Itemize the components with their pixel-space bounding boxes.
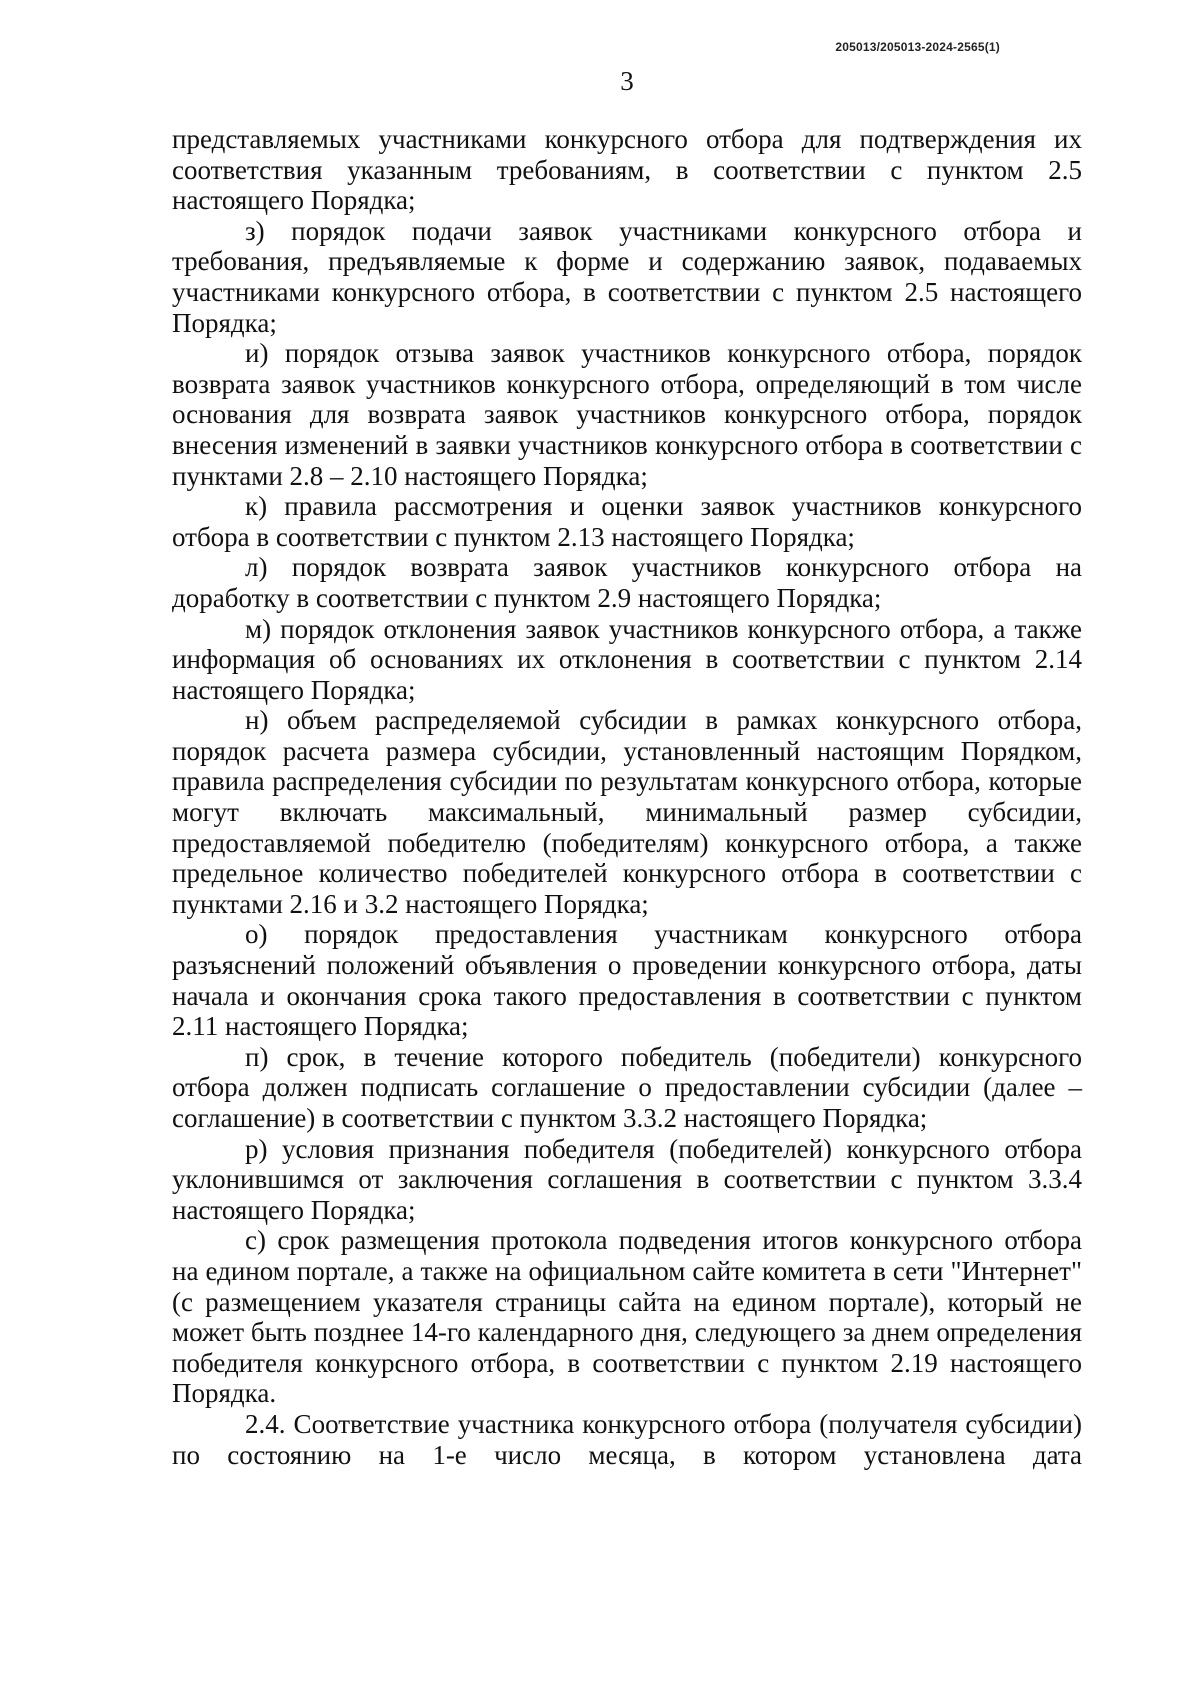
paragraph-item-r: р) условия признания победителя (победителей) конкурсного отбора уклонившимся от заключения соглашения в соответствии с пунктом 3.3.4 настоящего Порядка;	[172, 1133, 1082, 1225]
paragraph-item-l: л) порядок возврата заявок участников конкурсного отбора на доработку в соответствии с пунктом 2.9 настоящего Порядка;	[172, 552, 1082, 613]
paragraph-item-o: о) порядок предоставления участникам конкурсного отбора разъяснений положений объявления о проведении конкурсного отбора, даты начала и окончания срока такого предоставления в соответствии с пунктом 2.11 настоящего Порядка;	[172, 919, 1082, 1042]
paragraph-item-p: п) срок, в течение которого победитель (победители) конкурсного отбора должен подписать соглашение о предоставлении субсидии (далее – соглашение) в соответствии с пунктом 3.3.2 настоящего Порядка;	[172, 1041, 1082, 1133]
paragraph-item-z: з) порядок подачи заявок участниками конкурсного отбора и требования, предъявляемые к форме и содержанию заявок, подаваемых участниками конкурсного отбора, в соответствии с пунктом 2.5 настоящего Порядка;	[172, 215, 1082, 338]
document-body	[172, 124, 1082, 1470]
paragraph-section-2-4: 2.4. Соответствие участника конкурсного отбора (получателя субсидии) по состоянию на 1-е число месяца, в котором установлена дата	[172, 1408, 1082, 1470]
paragraph-item-n: н) объем распределяемой субсидии в рамках конкурсного отбора, порядок расчета размера субсидии, установленный настоящим Порядком, правила распределения субсидии по результатам конкурсного отбора, которые могут включать максимальный, минимальный размер субсидии, предоставляемой победителю (победителям) конкурсного отбора, а также предельное количество победителей конкурсного отбора в соответствии с пунктами 2.16 и 3.2 настоящего Порядка;	[172, 705, 1082, 919]
paragraph-item-s: с) срок размещения протокола подведения итогов конкурсного отбора на едином портале, а также на официальном сайте комитета в сети "Интернет" (с размещением указателя страницы сайта на едином портале), который не может быть позднее 14-го календарного дня, следующего за днем определения победителя конкурсного отбора, в соответствии с пунктом 2.19 настоящего Порядка.	[172, 1225, 1082, 1409]
page-number: 3	[620, 66, 634, 96]
paragraph-item-m: м) порядок отклонения заявок участников конкурсного отбора, а также информация об основаниях их отклонения в соответствии с пунктом 2.14 настоящего Порядка;	[172, 613, 1082, 705]
document-id: 205013/205013-2024-2565(1)	[835, 40, 1000, 54]
paragraph-item-i: и) порядок отзыва заявок участников конкурсного отбора, порядок возврата заявок участников конкурсного отбора, определяющий в том числе основания для возврата заявок участников конкурсного отбора, порядок внесения изменений в заявки участников конкурсного отбора в соответствии с пунктами 2.8 – 2.10 настоящего Порядка;	[172, 338, 1082, 491]
paragraph-continuation: представляемых участниками конкурсного отбора для подтверждения их соответствия указанным требованиям, в соответствии с пунктом 2.5 настоящего Порядка;	[172, 124, 1082, 216]
paragraph-item-k: к) правила рассмотрения и оценки заявок участников конкурсного отбора в соответствии с пунктом 2.13 настоящего Порядка;	[172, 491, 1082, 552]
